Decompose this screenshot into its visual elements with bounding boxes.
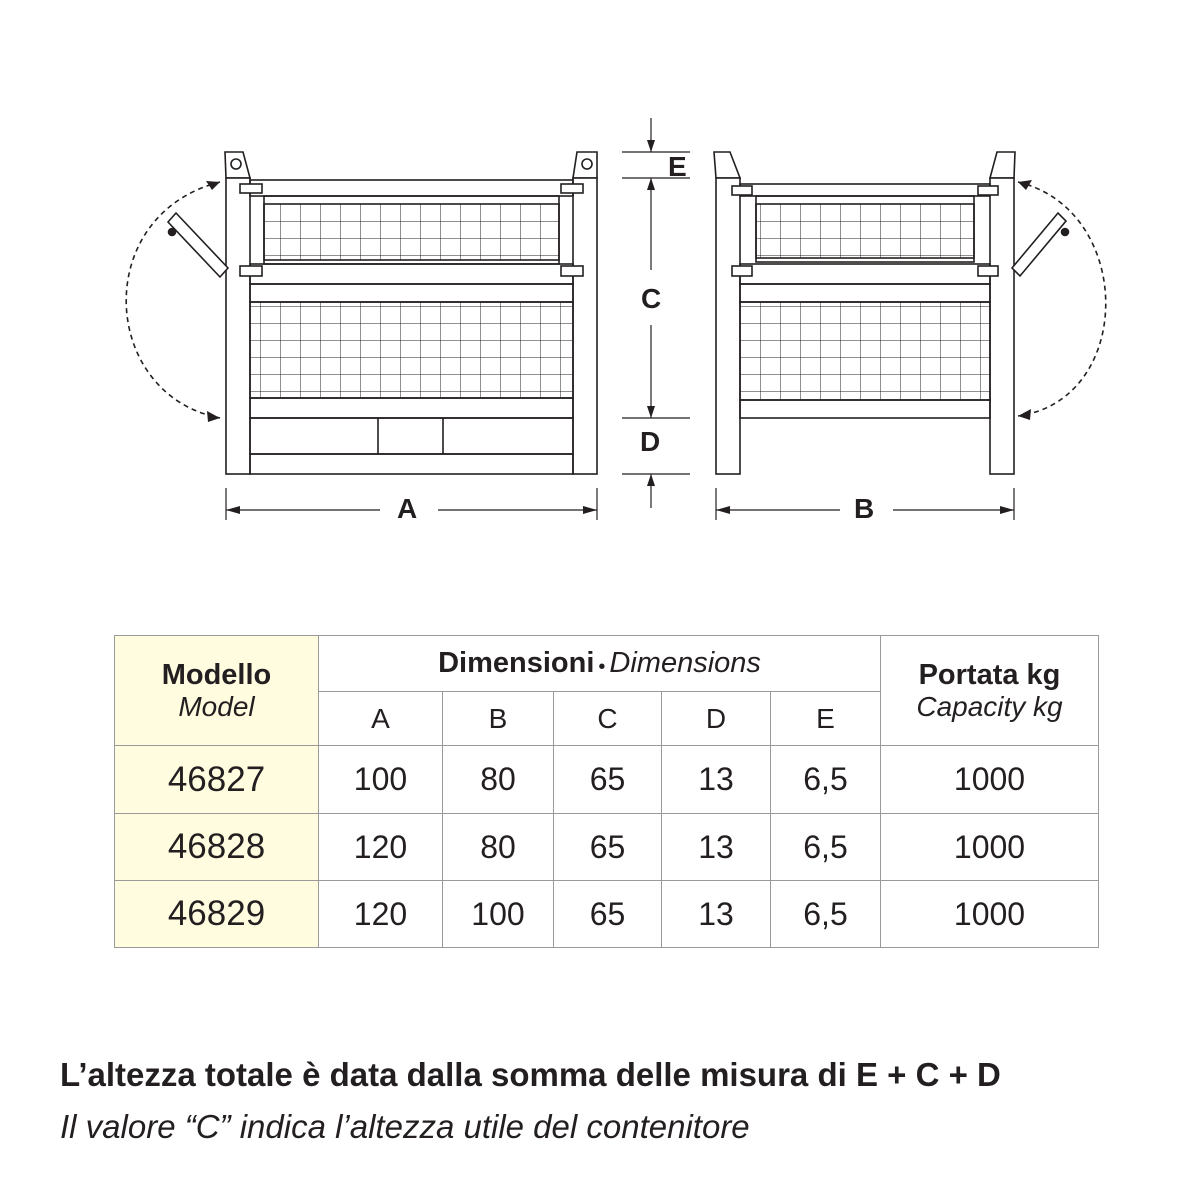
dim-cell: 100 [443, 881, 554, 948]
dim-label-e: E [668, 151, 687, 182]
col-header-d: D [662, 692, 771, 746]
dim-cell: 13 [662, 814, 771, 881]
horizontal-dimensions [226, 488, 1014, 520]
dim-cell: 80 [443, 814, 554, 881]
dim-cell: 13 [662, 881, 771, 948]
model-cell: 46827 [115, 746, 319, 814]
dimensions-header-cell [319, 636, 881, 692]
dim-cell: 6,5 [771, 814, 881, 881]
col-header-e: E [771, 692, 881, 746]
dim-cell: 13 [662, 746, 771, 814]
table-row [115, 746, 1099, 814]
dim-label-b: B [854, 493, 875, 524]
dim-label-a: A [397, 493, 418, 524]
dim-label-c: C [641, 283, 662, 314]
total-height-note: L’altezza totale è data dalla somma delle misura di E + C + D [60, 1056, 1001, 1093]
dimensions-header-sep: • [598, 656, 606, 679]
col-header-b: B [443, 692, 554, 746]
dim-cell: 100 [319, 746, 443, 814]
col-header-a: A [319, 692, 443, 746]
dimensions-header-it: Dimensioni [438, 647, 595, 679]
dim-cell: 120 [319, 881, 443, 948]
spec-table [114, 635, 1099, 948]
capacity-header-en: Capacity kg [916, 690, 1063, 722]
dimensions-header-en: Dimensions [609, 647, 761, 679]
capacity-cell: 1000 [881, 746, 1099, 814]
dim-cell: 120 [319, 814, 443, 881]
side-view [714, 152, 1106, 474]
dim-cell: 65 [554, 746, 662, 814]
dim-cell: 65 [554, 814, 662, 881]
dim-cell: 6,5 [771, 746, 881, 814]
dim-cell: 80 [443, 746, 554, 814]
capacity-cell: 1000 [881, 814, 1099, 881]
table-row [115, 814, 1099, 881]
col-header-c: C [554, 692, 662, 746]
capacity-header-cell [881, 636, 1099, 746]
capacity-cell: 1000 [881, 881, 1099, 948]
model-header-en: Model [178, 690, 255, 722]
front-view [126, 152, 597, 474]
model-header-it: Modello [161, 658, 272, 691]
dim-label-d: D [640, 426, 661, 457]
c-value-note: Il valore “C” indica l’altezza utile del contenitore [60, 1108, 750, 1145]
dim-cell: 6,5 [771, 881, 881, 948]
capacity-header-it: Portata kg [918, 658, 1061, 691]
model-cell: 46828 [115, 814, 319, 881]
dim-cell: 65 [554, 881, 662, 948]
model-cell: 46829 [115, 881, 319, 948]
table-row [115, 881, 1099, 948]
model-header-cell [115, 636, 319, 746]
